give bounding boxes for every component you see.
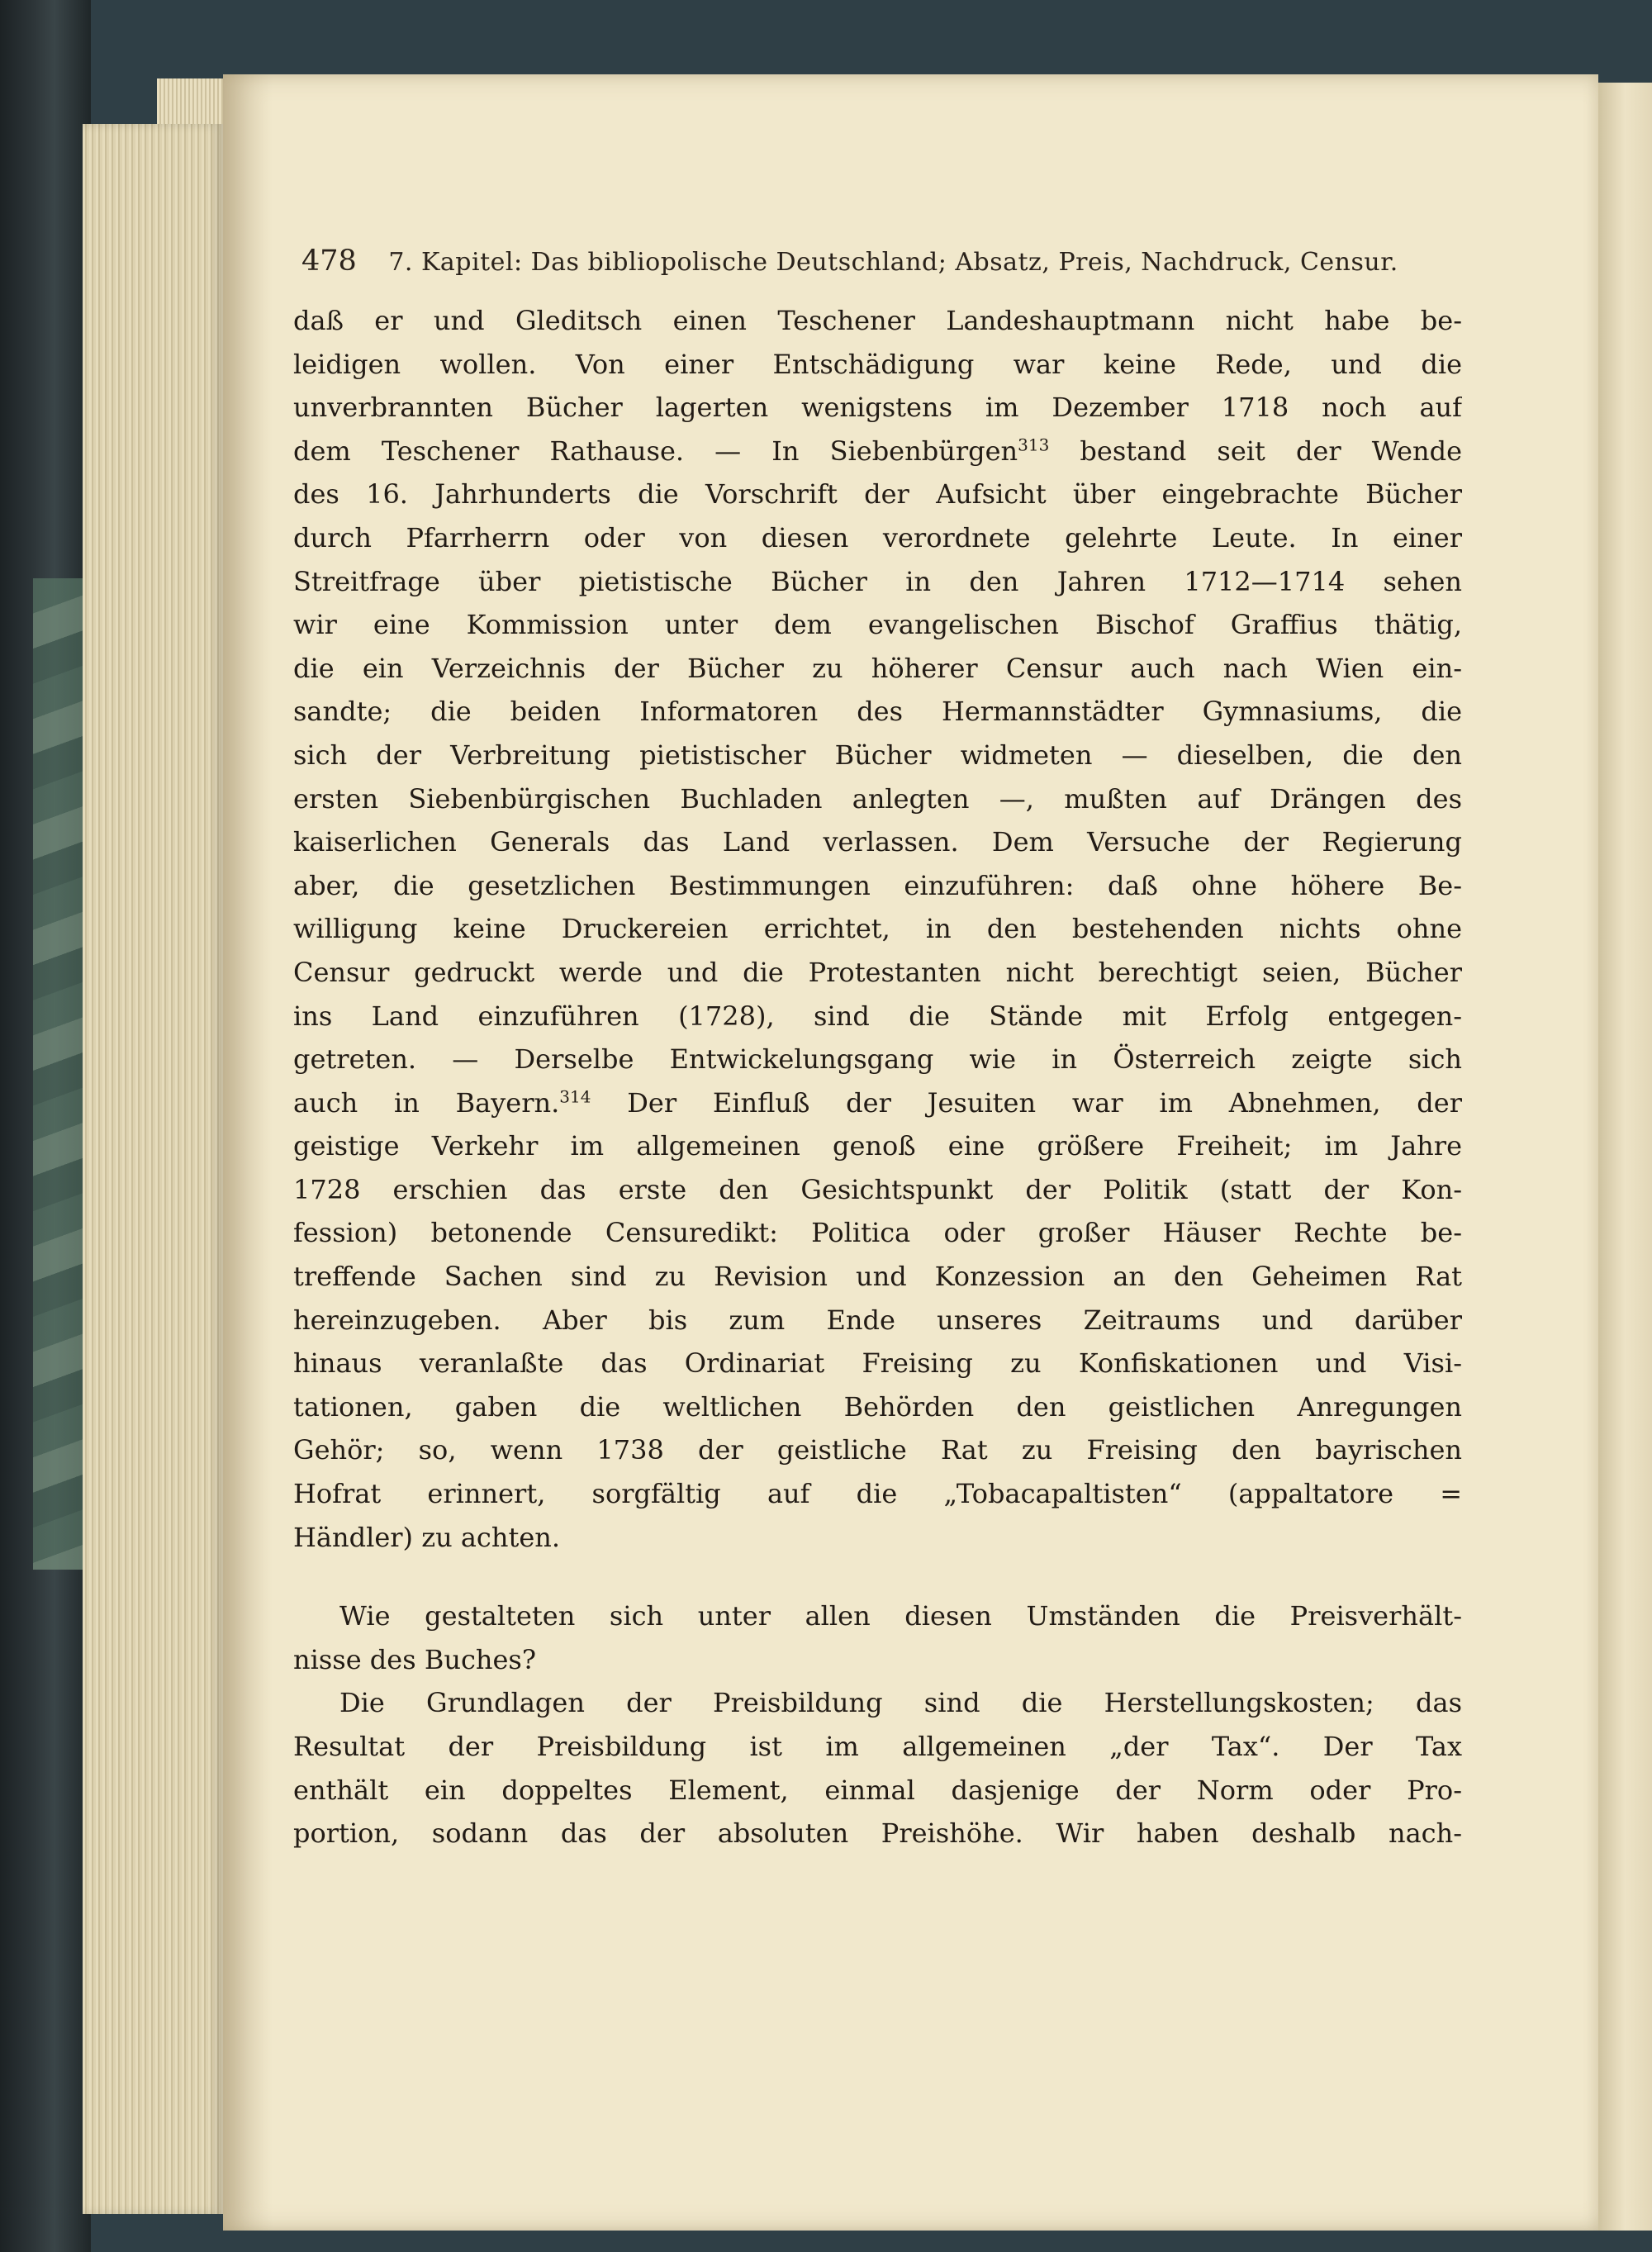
page-edges-stack (83, 124, 223, 2214)
text-segment: bestand seit der Wende (1049, 435, 1462, 467)
page-number: 478 (301, 245, 357, 278)
text-segment: Der Einfluß der Jesuiten war im Abnehmen, der (591, 1086, 1462, 1119)
text-line: Wie gestalteten sich unter allen diesen Umständen die Preisverhält- (339, 1600, 1462, 1632)
text-line: portion, sodann das der absoluten Preishöhe. Wir haben deshalb nach- (293, 1817, 1462, 1850)
text-line: aber, die gesetzlichen Bestimmungen einzuführen: daß ohne höhere Be- (293, 869, 1462, 901)
text-line: Censur gedruckt werde und die Protestanten nicht berechtigt seien, Bücher (293, 956, 1462, 988)
text-line-with-footnote (293, 1081, 1462, 1125)
text-line: hereinzugeben. Aber bis zum Ende unseres Zeitraums und darüber (293, 1304, 1462, 1336)
chapter-title: 7. Kapitel: Das bibliopolische Deutschland; Absatz, Preis, Nachdruck, Censur. (388, 248, 1398, 277)
text-line: die ein Verzeichnis der Bücher zu höherer Censur auch nach Wien ein- (293, 652, 1462, 684)
text-line: Streitfrage über pietistische Bücher in den Jahren 1712—1714 sehen (293, 565, 1462, 597)
text-line: tationen, gaben die weltlichen Behörden den geistlichen Anregungen (293, 1390, 1462, 1423)
text-line: enthält ein doppeltes Element, einmal dasjenige der Norm oder Pro- (293, 1774, 1462, 1806)
text-line: geistige Verkehr im allgemeinen genoß eine größere Freiheit; im Jahre (293, 1130, 1462, 1162)
text-line: ins Land einzuführen (1728), sind die Stände mit Erfolg entgegen- (293, 1000, 1462, 1032)
text-line: nisse des Buches? (293, 1643, 536, 1675)
page-gutter-shadow (223, 74, 273, 2231)
text-line: ersten Siebenbürgischen Buchladen anlegten —, mußten auf Drängen des (293, 782, 1462, 815)
footnote-ref-313: 313 (1018, 435, 1050, 455)
text-line: Händler) zu achten. (293, 1521, 561, 1553)
text-line: sich der Verbreitung pietistischer Bücher widmeten — dieselben, die den (293, 739, 1462, 771)
paragraph-gap (293, 1559, 1462, 1594)
text-line: Resultat der Preisbildung ist im allgemeinen „der Tax“. Der Tax (293, 1731, 1462, 1762)
running-head (301, 245, 1450, 286)
footnote-ref-314: 314 (559, 1086, 591, 1107)
text-segment: dem Teschener Rathause. — In Siebenbürgen (293, 435, 1018, 467)
text-line: fession) betonende Censuredikt: Politica oder großer Häuser Rechte be- (293, 1217, 1462, 1249)
text-line: daß er und Gleditsch einen Teschener Landeshauptmann nicht habe be- (293, 305, 1462, 336)
text-line: unverbrannten Bücher lagerten wenigstens im Dezember 1718 noch auf (293, 392, 1462, 424)
text-line: kaiserlichen Generals das Land verlassen. Dem Versuche der Regierung (293, 826, 1462, 858)
text-line: des 16. Jahrhunderts die Vorschrift der Aufsicht über eingebrachte Bücher (293, 478, 1462, 511)
text-line: wir eine Kommission unter dem evangelischen Bischof Graffius thätig, (293, 609, 1462, 641)
text-line: hinaus veranlaßte das Ordinariat Freising zu Konfiskationen und Visi- (293, 1347, 1462, 1380)
text-line-with-footnote (293, 430, 1462, 473)
text-line: willigung keine Druckereien errichtet, in den bestehenden nichts ohne (293, 913, 1462, 945)
facing-page-edge (1598, 83, 1652, 2231)
body-text (293, 299, 1462, 1855)
text-line: leidigen wollen. Von einer Entschädigung war keine Rede, und die (293, 348, 1462, 380)
text-line: 1728 erschien das erste den Gesichtspunkt der Politik (statt der Kon- (293, 1173, 1462, 1205)
text-line: treffende Sachen sind zu Revision und Konzession an den Geheimen Rat (293, 1261, 1462, 1293)
text-line: Hofrat erinnert, sorgfältig auf die „Tobacapaltisten“ (appaltatore = (293, 1478, 1462, 1510)
text-line: sandte; die beiden Informatoren des Hermannstädter Gymnasiums, die (293, 696, 1462, 728)
text-line: durch Pfarrherrn oder von diesen verordnete gelehrte Leute. In einer (293, 521, 1462, 553)
text-line: Die Grundlagen der Preisbildung sind die Herstellungskosten; das (339, 1687, 1462, 1719)
text-line: Gehör; so, wenn 1738 der geistliche Rat zu Freising den bayrischen (293, 1434, 1462, 1466)
text-segment: auch in Bayern. (293, 1086, 560, 1119)
text-line: getreten. — Derselbe Entwickelungsgang wie in Österreich zeigte sich (293, 1043, 1462, 1076)
